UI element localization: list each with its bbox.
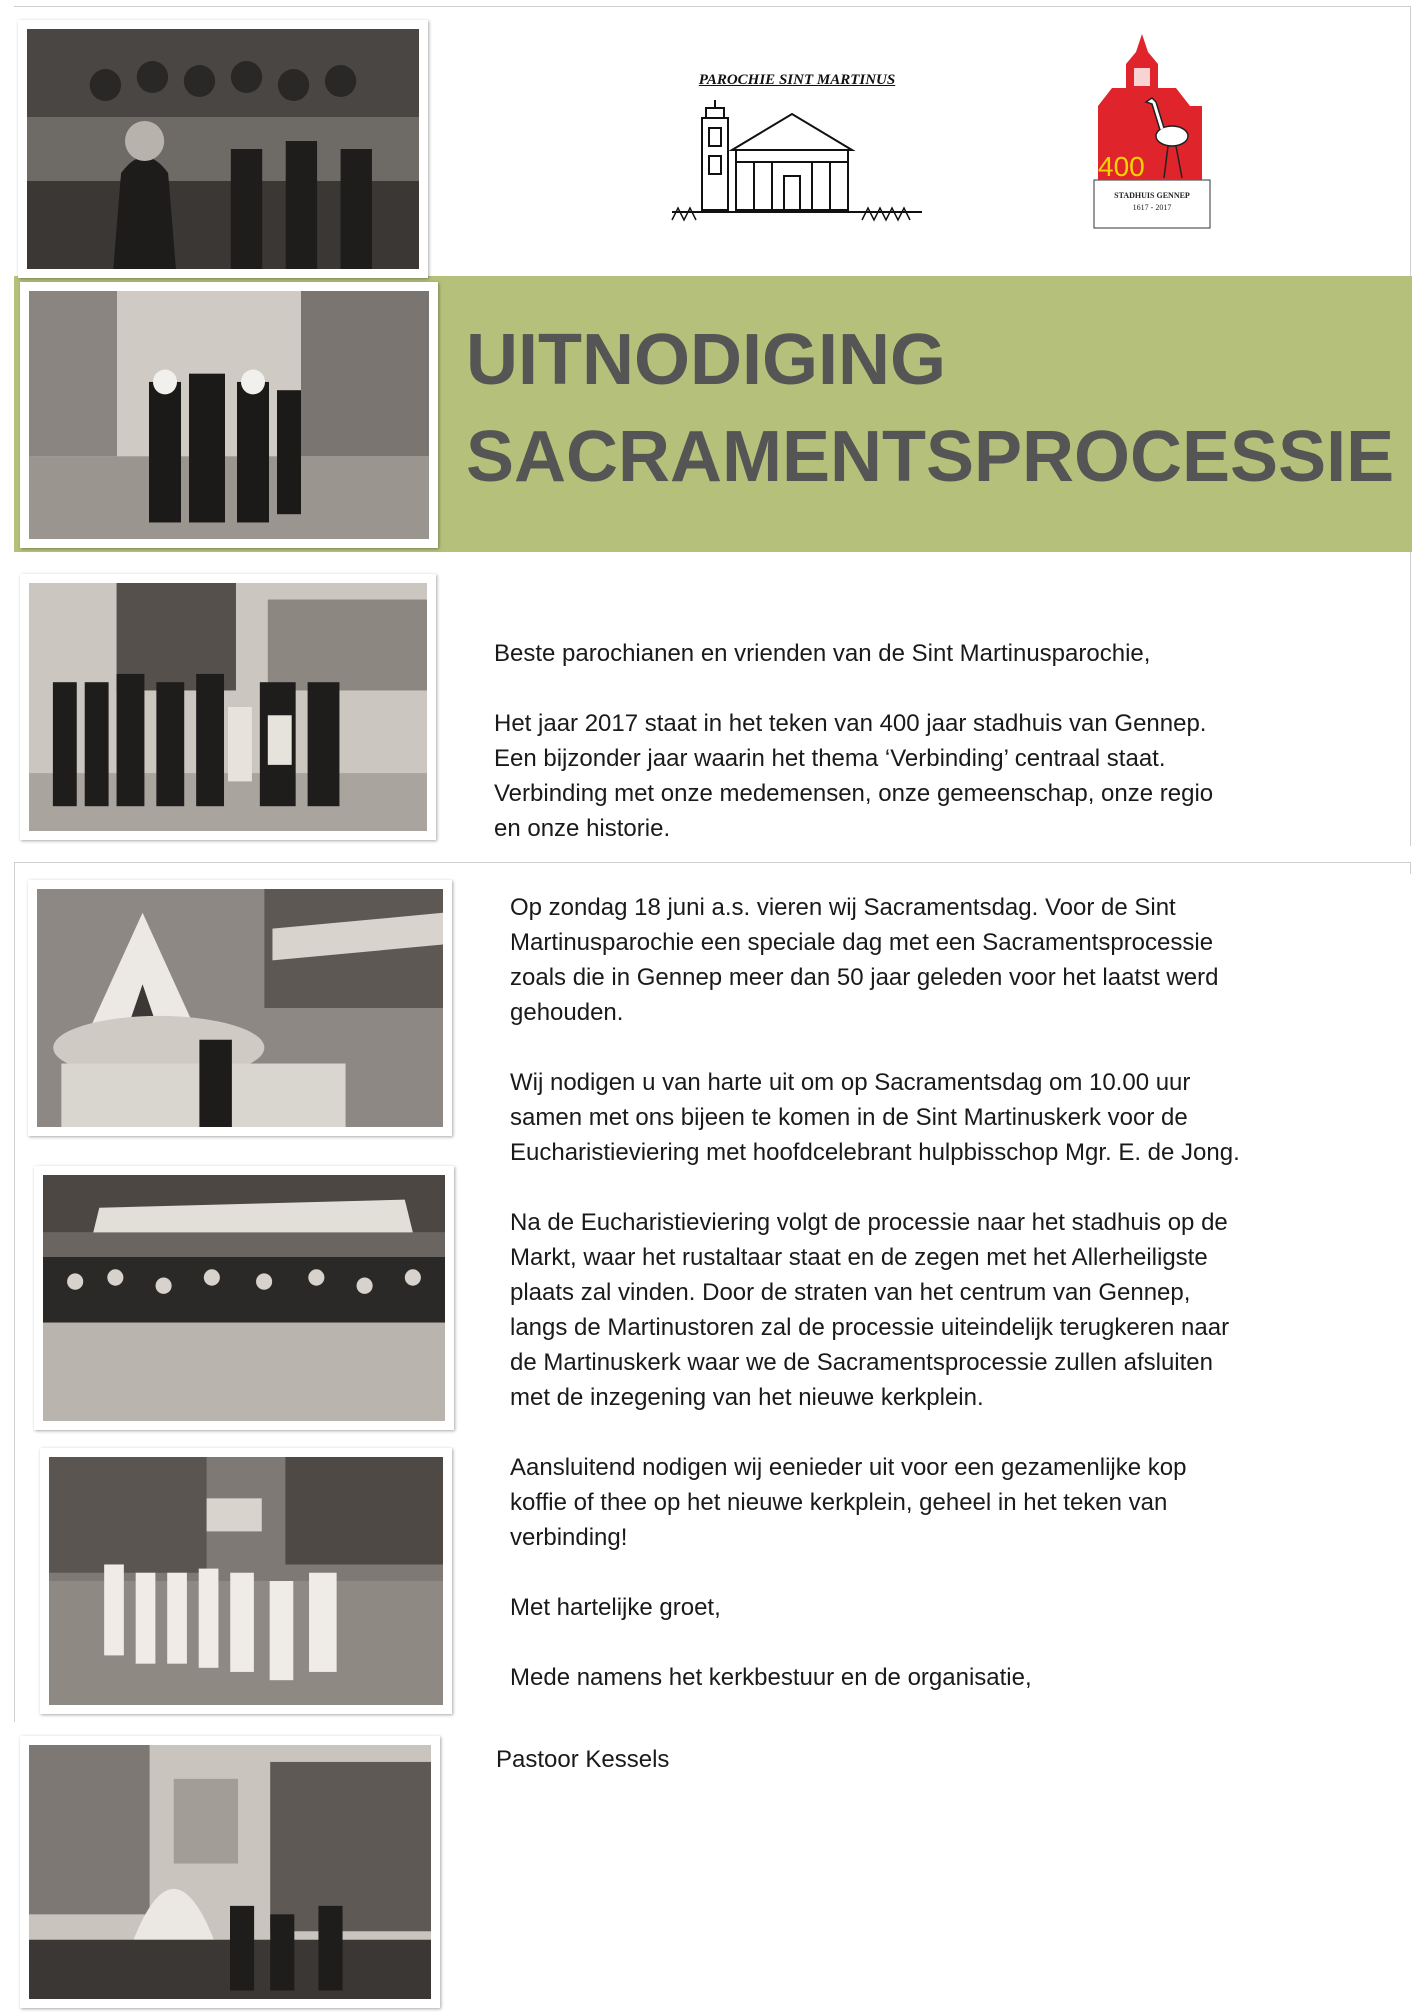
photo-float-hotel (28, 880, 452, 1136)
para3-line: Na de Eucharistieviering volgt de processie naar het stadhuis op de (510, 1209, 1228, 1236)
right-border-bottom (1410, 862, 1411, 874)
para4-line: koffie of thee op het nieuwe kerkplein, geheel in het teken van (510, 1489, 1168, 1516)
town-hall-logo (1090, 28, 1222, 232)
salutation: Beste parochianen en vrienden van de Sint Martinusparochie, (494, 640, 1151, 667)
greeting: Met hartelijke groet, (510, 1594, 721, 1621)
para1-line: zoals die in Gennep meer dan 50 jaar geleden voor het laatst werd (510, 964, 1219, 991)
para3-line: langs de Martinustoren zal de processie uiteindelijk terugkeren naar (510, 1314, 1230, 1341)
photo-nuns-street (20, 282, 438, 548)
para4-line: verbinding! (510, 1524, 628, 1551)
para3-line: met de inzegening van het nieuwe kerkplein. (510, 1384, 984, 1411)
letter-signature-block (496, 1742, 1096, 1777)
para2-line: Wij nodigen u van harte uit om op Sacramentsdag om 10.00 uur (510, 1069, 1191, 1096)
photo-statue-square (20, 1736, 440, 2008)
town-hall-name: STADHUIS GENNEP (1114, 191, 1190, 200)
para2-line: Eucharistieviering met hoofdcelebrant hulpbisschop Mgr. E. de Jong. (510, 1139, 1240, 1166)
photo-girls-procession (40, 1448, 452, 1714)
town-hall-icon (1090, 28, 1222, 232)
intro-line: en onze historie. (494, 815, 671, 842)
signature: Pastoor Kessels (496, 1746, 670, 1773)
intro-line: Verbinding met onze medemensen, onze gemeenschap, onze regio (494, 780, 1214, 807)
on-behalf: Mede namens het kerkbestuur en de organisatie, (510, 1664, 1032, 1691)
title-line-1: UITNODIGING (466, 320, 946, 400)
letter-salutation-block (494, 636, 1374, 671)
top-border (14, 6, 1410, 7)
photo-bishop-grandstand (18, 20, 428, 278)
church-drawing-icon (662, 70, 932, 228)
para1-line: Op zondag 18 juni a.s. vieren wij Sacramentsdag. Voor de Sint (510, 894, 1176, 921)
title-line-2: SACRAMENTSPROCESSIE (466, 417, 1395, 497)
para1-line: Martinusparochie een speciale dag met een Sacramentsprocessie (510, 929, 1214, 956)
para3-line: de Martinuskerk waar we de Sacramentsprocessie zullen afsluiten (510, 1349, 1213, 1376)
para1-line: gehouden. (510, 999, 624, 1026)
photo-crowd-bishop (20, 574, 436, 840)
para3-line: Markt, waar het rustaltaar staat en de zegen met het Allerheiligste (510, 1244, 1208, 1271)
parish-logo (662, 70, 932, 228)
letter-intro (494, 706, 1374, 846)
left-border-bottom (14, 862, 15, 1722)
para2-line: samen met ons bijeen te komen in de Sint Martinuskerk voor de (510, 1104, 1188, 1131)
section-divider (14, 862, 1410, 863)
title-band-edge (0, 276, 14, 552)
intro-line: Een bijzonder jaar waarin het thema ‘Verbinding’ centraal staat. (494, 745, 1166, 772)
para4-line: Aansluitend nodigen wij eenieder uit voor een gezamenlijke kop (510, 1454, 1187, 1481)
para3-line: plaats zal vinden. Door de straten van het centrum van Gennep, (510, 1279, 1191, 1306)
letter-body (510, 890, 1390, 1695)
intro-line: Het jaar 2017 staat in het teken van 400 jaar stadhuis van Gennep. (494, 710, 1207, 737)
anniversary-number: 400 (1098, 151, 1145, 182)
town-hall-years: 1617 - 2017 (1132, 203, 1172, 212)
parish-name: PAROCHIE SINT MARTINUS (698, 72, 896, 88)
photo-hotel-crowd (34, 1166, 454, 1430)
